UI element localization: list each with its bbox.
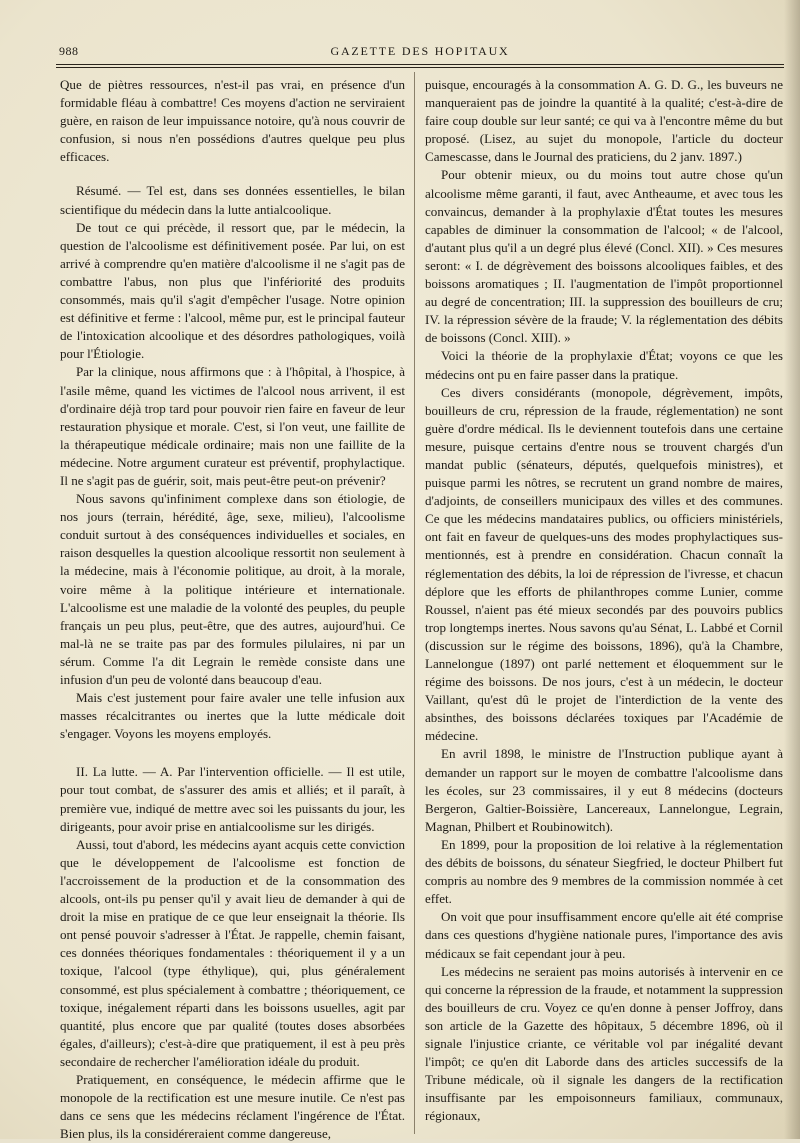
paragraph: Nous savons qu'infiniment complexe dans son étiologie, de nos jours (terrain, hérédité, âge, sexe, milieu), l'alcoolisme conduit surtout à des conséquences individuelles et sociales, en raison desquelles la question alcoolique ressortit non seulement à la médecine, mais à l'économie politique, au droit, à la morale, voire même à la politique intérieure et internationale. L'alcoolisme est une maladie de la volonté des peuples, du peuple français un peu plus, peut-être, que des autres, aujourd'hui. Ce mal-là ne se traite pas par des formules pilulaires, ni par un sérum. Comme l'a dit Legrain le remède consiste dans une infusion d'un peu de volonté dans beaucoup d'eau. <box>60 491 405 687</box>
paragraph: De tout ce qui précède, il ressort que, par le médecin, la question de l'alcoolisme est définitivement posée. Par lui, on est arrivé à comprendre qu'en matière d'alcoolisme il ne s'agit pas de combattre l'abus, non plus que l'infériorité des produits consommés, mais qu'il s'agit d'empêcher l'usage. Notre opinion est définitive et ferme : l'alcool, même pur, est le principal fauteur de l'intoxication alcoolique et des désordres pathologiques, voilà pour l'Étiologie. <box>60 219 405 362</box>
page-number: 988 <box>59 44 79 58</box>
paragraph: En avril 1898, le ministre de l'Instruction publique ayant à demander un rapport sur le moyen de combattre l'alcoolisme dans les écoles, sur 23 commissaires, il y eut 8 médecins (docteurs Bergeron, Galtier-Boissière, Lancereaux, Lannelongue, Legrain, Magnan, Philbert et Roubinowitch). <box>425 746 783 834</box>
header-rule <box>56 64 784 65</box>
paragraph: Pratiquement, en conséquence, le médecin affirme que le monopole de la rectification est une mesure inutile. Ce n'est pas dans ce sens que les médecins réclament l'ingérence de l'État. Bien plus, ils la considéreraient comme dangereuse, <box>60 1071 405 1142</box>
paragraph-resume: Résumé. — Tel est, dans ses données essentielles, le bilan scientifique du médecin dans la lutte antialcoolique. <box>60 183 405 217</box>
header-rule-thin <box>56 67 784 68</box>
paragraph: Ces divers considérants (monopole, dégrèvement, impôts, bouilleurs de cru, répression de la fraude, réglementation) ne sont guère d'ordre médical. Ils le deviennent toutefois dans une certaine mesure, puisque certains d'entre nous se trouvent chargés d'un mandat public (sénateurs, députés, quelquefois ministres), et puisque parmi les nôtres, se recrutent un grand nombre de maires, d'adjoints, de conseillers municipaux des villes et des communes. Ce que les médecins mandataires publics, ou officiers ministériels, ont fait en faveur de quelques-uns des modes prophylactiques sus-mentionnés, est à prendre en considération. Chacun connaît la réglementation des débits, la loi de répression de l'ivresse, et chacun déplore que les efforts de philanthropes comme Lunier, comme Roussel, n'aient pas été mieux secondés par des pouvoirs publics trop longtemps inertes. Nous savons qu'au Sénat, L. Labbé et Cornil (discussion sur le régime des boissons, 1896), qu'à la Chambre, Lannelongue (1897) ont parlé nettement et éloquemment sur le régime des boissons. De nos jours, c'est à un médecin, le docteur Vaillant, qu'est dû le projet de l'interdiction de la vente des absinthes, des boissons déclarées toxiques par l'Académie de médecine. <box>425 384 783 744</box>
section-heading-paragraph: II. La lutte. — A. Par l'intervention officielle. — Il est utile, pour tout combat, de s'assurer des amis et alliés; et il paraît, à première vue, indiqué de mettre avec soi les puissants du jour, les dirigeants, pour avoir prise en antialcoolisme sur les dirigés. <box>60 764 405 834</box>
paragraph: Pour obtenir mieux, ou du moins tout autre chose qu'un alcoolisme même garanti, il faut, avec Antheaume, et avec tous les convaincus, demander à la prophylaxie d'État toutes les mesures capables de diminuer la consommation de l'alcool; « de l'alcool, d'autant plus qu'il a un degré plus élevé (Concl. XII). » Ces mesures seront: « I. de dégrèvement des boissons alcooliques faibles, et des boissons aromatiques ; II. l'augmentation de l'impôt proportionnel au degré de concentration; III. la suppression des bouilleurs de cru; IV. la répression sévère de la fraude; V. la réglementation des débits de boissons (Concl. XIII). » <box>425 167 783 346</box>
paragraph: Par la clinique, nous affirmons que : à l'hôpital, à l'hospice, à l'asile même, quand les victimes de l'alcool nous arrivent, il est d'ordinaire déjà trop tard pour pouvoir rien faire en faveur de leur restauration physique et morale. C'est, si l'on veut, une faillite de la thérapeutique médicale ordinaire; mais non une faillite de la médecine. Notre argument curateur est préventif, prophylactique. Il ne s'agit pas de guérir, soit, mais peut-être peut-on prévenir? <box>60 364 405 488</box>
paragraph: On voit que pour insuffisamment encore qu'elle ait été comprise dans ces questions d'hygiène nationale pures, l'importance des avis médicaux se fait cependant jour à peu. <box>425 909 783 961</box>
running-title: GAZETTE DES HOPITAUX <box>330 44 510 58</box>
page-edge-shadow <box>784 0 800 1139</box>
paragraph: Voici la théorie de la prophylaxie d'État; voyons ce que les médecins ont pu en faire passer dans la pratique. <box>425 348 783 382</box>
page-header <box>56 42 784 64</box>
paragraph: Aussi, tout d'abord, les médecins ayant acquis cette conviction que le développement de l'alcoolisme est fonction de l'accroissement de la production et de la consommation des alcools, ont-ils pu penser qu'il y avait lieu de demander à qui de droit la mise en pratique de ce que leur enseignait la théorie. Ils ont pensé pouvoir s'adresser à l'État. Je rappelle, chemin faisant, ces données théoriques fondamentales : théoriquement il y a un toxique, l'alcool (type éthylique), qui, plus généralement consommé, est plus spécialement à combattre ; théoriquement, ce toxique, inégalement réparti dans les boissons usuelles, agit par quantité, plus encore que par qualité (toutes doses absorbées égales, d'ailleurs); c'est-à-dire que pratiquement, il est à peu près secondaire de rechercher l'amélioration idéale du produit. <box>60 836 405 1069</box>
paragraph: Mais c'est justement pour faire avaler une telle infusion aux masses récalcitrantes ou inertes que la lutte médicale doit s'engager. Voyons les moyens employés. <box>60 690 405 742</box>
right-column <box>425 76 783 1125</box>
paragraph: En 1899, pour la proposition de loi relative à la réglementation des débits de boissons, du sénateur Siegfried, le docteur Philbert fut compris au nombre des 9 membres de la commission nommée à cet effet. <box>425 836 783 907</box>
paragraph: Que de piètres ressources, n'est-il pas vrai, en présence d'un formidable fléau à combattre! Ces moyens d'action ne serviraient guère, en raison de leur impuissance notoire, qu'à nous couvrir de confusion, si nous n'en possédions d'autres quelque peu plus efficaces. <box>60 77 405 165</box>
paragraph: Les médecins ne seraient pas moins autorisés à intervenir en ce qui concerne la répression de la fraude, et notamment la suppression des bouilleurs de cru. Voyez ce qu'en donne à penser Joffroy, dans son article de la Gazette des hôpitaux, 5 décembre 1896, où il signale l'injustice criante, ce véritable vol par inégalité devant l'impôt; ce qu'en dit Laborde dans des articles successifs de la Tribune médicale, où il signale les dangers de la rectification insuffisante par les empoisonneurs familiaux, communaux, régionaux, <box>425 963 783 1124</box>
left-column <box>60 76 405 1143</box>
paragraph: puisque, encouragés à la consommation A. G. D. G., les buveurs ne manqueraient pas de joindre la quantité à la qualité; c'est-à-dire de faire coup double sur leur santé; ce qui va à l'encontre même du but proposé. (Lisez, au sujet du monopole, l'article du docteur Camescasse, dans le Journal des praticiens, du 2 janv. 1897.) <box>425 77 783 165</box>
column-divider <box>414 72 415 1134</box>
